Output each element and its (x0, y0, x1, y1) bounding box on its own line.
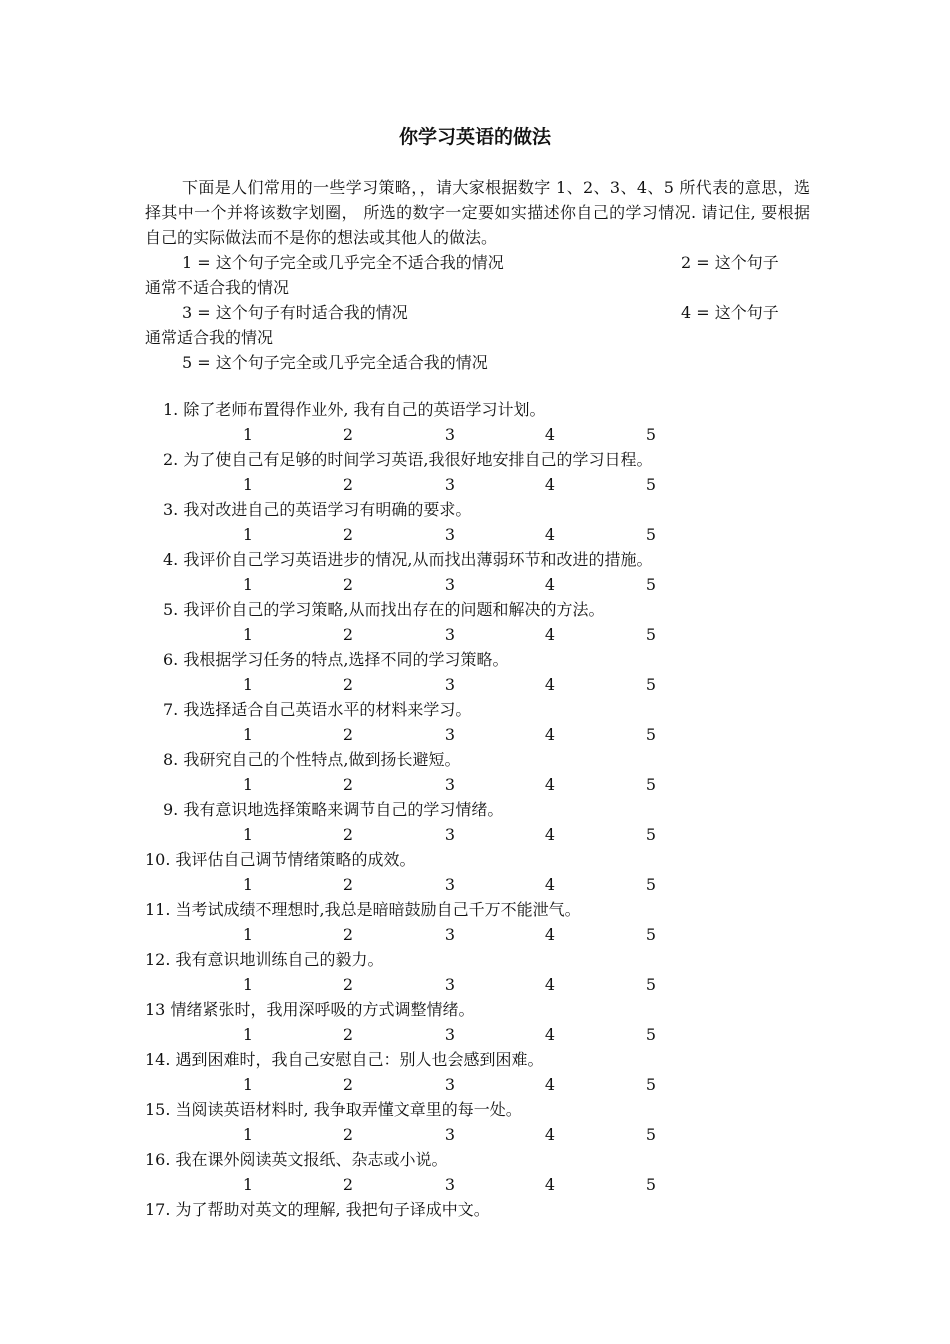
rating-scale (0, 723, 950, 747)
question-item: 12. 我有意识地训练自己的毅力。 (145, 950, 384, 969)
rating-option-5[interactable]: 5 (645, 725, 657, 744)
rating-option-2[interactable]: 2 (342, 1175, 354, 1194)
rating-option-5[interactable]: 5 (645, 1125, 657, 1144)
rating-option-1[interactable]: 1 (242, 1075, 254, 1094)
rating-option-1[interactable]: 1 (242, 625, 254, 644)
legend-row-3-4 (145, 300, 810, 350)
rating-option-4[interactable]: 4 (544, 675, 556, 694)
rating-option-4[interactable]: 4 (544, 925, 556, 944)
rating-option-3[interactable]: 3 (444, 825, 456, 844)
rating-option-2[interactable]: 2 (342, 425, 354, 444)
question-item: 14. 遇到困难时，我自己安慰自己：别人也会感到困难。 (145, 1050, 544, 1069)
rating-option-5[interactable]: 5 (645, 775, 657, 794)
rating-option-4[interactable]: 4 (544, 625, 556, 644)
rating-scale (0, 923, 950, 947)
rating-option-4[interactable]: 4 (544, 1125, 556, 1144)
legend-item-4-tail: 通常适合我的情况 (145, 328, 274, 347)
rating-option-2[interactable]: 2 (342, 525, 354, 544)
rating-scale (0, 1123, 950, 1147)
rating-option-2[interactable]: 2 (342, 475, 354, 494)
rating-scale (0, 623, 950, 647)
rating-scale (0, 673, 950, 697)
rating-option-1[interactable]: 1 (242, 425, 254, 444)
question-item: 15. 当阅读英语材料时, 我争取弄懂文章里的每一处。 (145, 1100, 522, 1119)
rating-option-1[interactable]: 1 (242, 925, 254, 944)
rating-option-5[interactable]: 5 (645, 875, 657, 894)
legend-item-5: 5 = 这个句子完全或几乎完全适合我的情况 (182, 353, 488, 372)
rating-option-4[interactable]: 4 (544, 1025, 556, 1044)
rating-option-2[interactable]: 2 (342, 925, 354, 944)
rating-option-4[interactable]: 4 (544, 875, 556, 894)
rating-option-3[interactable]: 3 (444, 625, 456, 644)
rating-option-5[interactable]: 5 (645, 525, 657, 544)
rating-option-4[interactable]: 4 (544, 975, 556, 994)
rating-option-5[interactable]: 5 (645, 1025, 657, 1044)
rating-option-4[interactable]: 4 (544, 575, 556, 594)
legend-item-2-tail: 通常不适合我的情况 (145, 278, 290, 297)
rating-option-5[interactable]: 5 (645, 925, 657, 944)
rating-option-5[interactable]: 5 (645, 625, 657, 644)
legend-item-4-head: 4 = 这个句子 (681, 303, 779, 322)
rating-scale (0, 773, 950, 797)
rating-option-2[interactable]: 2 (342, 575, 354, 594)
rating-option-1[interactable]: 1 (242, 475, 254, 494)
rating-option-5[interactable]: 5 (645, 475, 657, 494)
instructions-text: 下面是人们常用的一些学习策略，，请大家根据数字 1、2、3、4、5 所代表的意思，选择其中一个并将该数字划圈， 所选的数字一定要如实描述你自己的学习情况. 请记住, 要根据自己的实际做法而不是你的想法或其他人的做法。 (145, 178, 810, 247)
question-item: 13 情绪紧张时，我用深呼吸的方式调整情绪。 (145, 1000, 475, 1019)
rating-option-4[interactable]: 4 (544, 825, 556, 844)
rating-option-3[interactable]: 3 (444, 575, 456, 594)
question-item: 1. 除了老师布置得作业外, 我有自己的英语学习计划。 (163, 400, 546, 419)
rating-option-2[interactable]: 2 (342, 1075, 354, 1094)
question-item: 10. 我评估自己调节情绪策略的成效。 (145, 850, 416, 869)
rating-option-4[interactable]: 4 (544, 775, 556, 794)
rating-option-2[interactable]: 2 (342, 975, 354, 994)
legend-row-1-2 (145, 250, 810, 300)
rating-option-3[interactable]: 3 (444, 1175, 456, 1194)
question-item: 7. 我选择适合自己英语水平的材料来学习。 (163, 700, 472, 719)
question-item: 4. 我评价自己学习英语进步的情况,从而找出薄弱环节和改进的措施。 (163, 550, 653, 569)
rating-scale (0, 873, 950, 897)
rating-option-2[interactable]: 2 (342, 675, 354, 694)
question-item: 6. 我根据学习任务的特点,选择不同的学习策略。 (163, 650, 509, 669)
rating-option-1[interactable]: 1 (242, 1025, 254, 1044)
rating-option-4[interactable]: 4 (544, 1175, 556, 1194)
rating-option-4[interactable]: 4 (544, 425, 556, 444)
rating-scale (0, 573, 950, 597)
rating-option-4[interactable]: 4 (544, 1075, 556, 1094)
legend-item-1: 1 = 这个句子完全或几乎完全不适合我的情况 (182, 253, 504, 272)
rating-option-1[interactable]: 1 (242, 875, 254, 894)
rating-option-1[interactable]: 1 (242, 725, 254, 744)
rating-option-5[interactable]: 5 (645, 975, 657, 994)
rating-option-3[interactable]: 3 (444, 775, 456, 794)
rating-option-3[interactable]: 3 (444, 525, 456, 544)
page-title: 你学习英语的做法 (398, 126, 551, 148)
rating-option-3[interactable]: 3 (444, 425, 456, 444)
rating-option-4[interactable]: 4 (544, 475, 556, 494)
rating-scale (0, 973, 950, 997)
rating-scale (0, 423, 950, 447)
rating-option-2[interactable]: 2 (342, 775, 354, 794)
rating-option-3[interactable]: 3 (444, 875, 456, 894)
rating-scale (0, 823, 950, 847)
rating-option-5[interactable]: 5 (645, 825, 657, 844)
rating-option-1[interactable]: 1 (242, 1125, 254, 1144)
rating-option-2[interactable]: 2 (342, 1025, 354, 1044)
rating-option-4[interactable]: 4 (544, 725, 556, 744)
rating-option-5[interactable]: 5 (645, 425, 657, 444)
rating-option-2[interactable]: 2 (342, 1125, 354, 1144)
rating-option-1[interactable]: 1 (242, 775, 254, 794)
rating-option-3[interactable]: 3 (444, 975, 456, 994)
rating-option-5[interactable]: 5 (645, 675, 657, 694)
rating-option-3[interactable]: 3 (444, 1125, 456, 1144)
question-item: 8. 我研究自己的个性特点,做到扬长避短。 (163, 750, 461, 769)
rating-scale (0, 1073, 950, 1097)
question-item: 2. 为了使自己有足够的时间学习英语,我很好地安排自己的学习日程。 (163, 450, 653, 469)
rating-option-1[interactable]: 1 (242, 675, 254, 694)
rating-option-5[interactable]: 5 (645, 1075, 657, 1094)
question-item: 9. 我有意识地选择策略来调节自己的学习情绪。 (163, 800, 504, 819)
rating-option-3[interactable]: 3 (444, 475, 456, 494)
rating-option-3[interactable]: 3 (444, 1025, 456, 1044)
rating-option-1[interactable]: 1 (242, 525, 254, 544)
rating-scale (0, 1173, 950, 1197)
rating-option-2[interactable]: 2 (342, 875, 354, 894)
rating-option-3[interactable]: 3 (444, 725, 456, 744)
rating-option-1[interactable]: 1 (242, 1175, 254, 1194)
rating-scale (0, 1023, 950, 1047)
rating-scale (0, 523, 950, 547)
question-item: 16. 我在课外阅读英文报纸、杂志或小说。 (145, 1150, 448, 1169)
rating-option-1[interactable]: 1 (242, 975, 254, 994)
rating-option-2[interactable]: 2 (342, 625, 354, 644)
rating-option-1[interactable]: 1 (242, 575, 254, 594)
question-item: 17. 为了帮助对英文的理解, 我把句子译成中文。 (145, 1200, 490, 1219)
question-item: 11. 当考试成绩不理想时,我总是暗暗鼓励自己千万不能泄气。 (145, 900, 581, 919)
legend-item-2-head: 2 = 这个句子 (681, 253, 779, 272)
rating-option-5[interactable]: 5 (645, 575, 657, 594)
question-item: 3. 我对改进自己的英语学习有明确的要求。 (163, 500, 472, 519)
rating-scale (0, 473, 950, 497)
rating-option-1[interactable]: 1 (242, 825, 254, 844)
instructions-paragraph (145, 175, 810, 250)
rating-option-3[interactable]: 3 (444, 925, 456, 944)
rating-option-3[interactable]: 3 (444, 675, 456, 694)
rating-option-4[interactable]: 4 (544, 525, 556, 544)
legend-item-3: 3 = 这个句子有时适合我的情况 (182, 303, 408, 322)
rating-option-2[interactable]: 2 (342, 725, 354, 744)
rating-option-5[interactable]: 5 (645, 1175, 657, 1194)
rating-option-2[interactable]: 2 (342, 825, 354, 844)
question-item: 5. 我评价自己的学习策略,从而找出存在的问题和解决的方法。 (163, 600, 605, 619)
rating-option-3[interactable]: 3 (444, 1075, 456, 1094)
